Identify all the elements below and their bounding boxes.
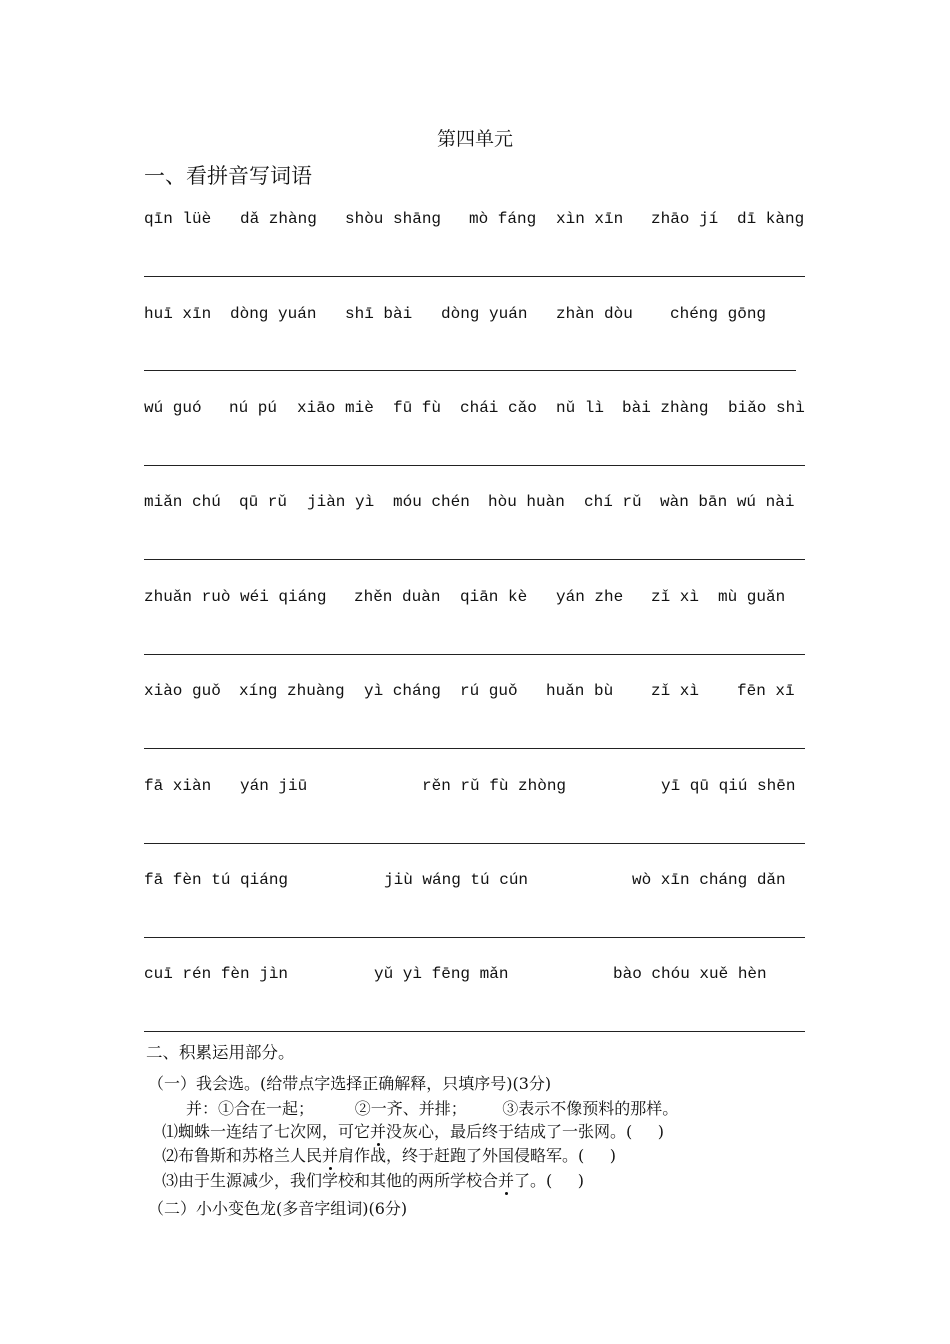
pinyin-word: yī qū qiú shēn — [661, 777, 796, 795]
pinyin-word: huǎn bù — [546, 682, 614, 700]
pinyin-word: xiāo miè — [297, 399, 374, 417]
pinyin-row — [0, 399, 950, 423]
section-2-heading: 二、积累运用部分。 — [146, 1043, 295, 1062]
pinyin-word: fā fèn tú qiáng — [144, 871, 289, 889]
pinyin-word: yán jiū — [240, 777, 308, 795]
pinyin-word: nǔ lì — [556, 399, 605, 417]
pinyin-word: qīn lüè — [144, 210, 212, 228]
pinyin-word: rú guǒ — [460, 682, 518, 700]
pinyin-word: chí rǔ — [584, 493, 642, 511]
pinyin-row — [0, 871, 950, 895]
pinyin-word: chái cǎo — [460, 399, 537, 417]
pinyin-word: biǎo shì — [728, 399, 805, 417]
pinyin-word: dǎ zhàng — [240, 210, 317, 228]
question-item: ⑴蜘蛛一连结了七次网，可它并没灰心，最后终于结成了一张网。( ) — [162, 1122, 664, 1141]
pinyin-word: wàn bān wú nài — [660, 493, 795, 511]
pinyin-word: dī kàng — [737, 210, 805, 228]
pinyin-word: xìn xīn — [556, 210, 624, 228]
dotted-char: 并 — [322, 1146, 339, 1165]
question-item: ⑵布鲁斯和苏格兰人民并肩作战，终于赶跑了外国侵略军。( ) — [162, 1146, 616, 1165]
pinyin-word: cuī rén fèn jìn — [144, 965, 289, 983]
pinyin-word: zhěn duàn — [354, 588, 441, 606]
definitions-line: 并：①合在一起； ②一齐、并排； ③表示不像预料的那样。 — [186, 1099, 679, 1118]
pinyin-word: yǔ yì fēng mǎn — [374, 965, 509, 983]
writing-line[interactable] — [144, 370, 796, 371]
pinyin-row — [0, 493, 950, 517]
writing-line[interactable] — [144, 276, 805, 277]
pinyin-word: zhàn dòu — [556, 305, 633, 323]
pinyin-word: mù guǎn — [718, 588, 786, 606]
pinyin-word: zǐ xì — [651, 682, 700, 700]
pinyin-word: yán zhe — [556, 588, 624, 606]
part-2-title: （二）小小变色龙(多音字组词)(6分) — [148, 1199, 408, 1218]
pinyin-word: miǎn chú — [144, 493, 221, 511]
pinyin-word: shòu shāng — [345, 210, 442, 228]
pinyin-word: móu chén — [393, 493, 470, 511]
pinyin-word: bài zhàng — [622, 399, 709, 417]
pinyin-word: huī xīn — [144, 305, 212, 323]
pinyin-word: yì cháng — [364, 682, 441, 700]
pinyin-word: qiān kè — [460, 588, 528, 606]
pinyin-row — [0, 210, 950, 234]
pinyin-word: mò fáng — [469, 210, 537, 228]
pinyin-row — [0, 305, 950, 329]
pinyin-word: dòng yuán — [230, 305, 317, 323]
question-item: ⑶由于生源减少，我们学校和其他的两所学校合并了。( ) — [162, 1171, 584, 1190]
pinyin-word: zhāo jí — [651, 210, 719, 228]
pinyin-row — [0, 682, 950, 706]
pinyin-word: xiào guǒ — [144, 682, 221, 700]
pinyin-word: jiàn yì — [307, 493, 375, 511]
pinyin-word: wú guó — [144, 399, 202, 417]
pinyin-word: hòu huàn — [488, 493, 565, 511]
pinyin-word: zhuǎn ruò wéi qiáng — [144, 588, 327, 606]
pinyin-word: xíng zhuàng — [239, 682, 345, 700]
section-1-heading: 一、看拼音写词语 — [144, 164, 312, 188]
part-1-title: （一）我会选。(给带点字选择正确解释，只填序号)(3分) — [148, 1074, 552, 1093]
pinyin-row — [0, 588, 950, 612]
pinyin-word: qū rǔ — [239, 493, 288, 511]
writing-line[interactable] — [144, 843, 805, 844]
pinyin-word: fēn xī — [737, 682, 795, 700]
pinyin-word: dòng yuán — [441, 305, 528, 323]
writing-line[interactable] — [144, 748, 805, 749]
pinyin-row — [0, 965, 950, 989]
pinyin-word: nú pú — [229, 399, 278, 417]
pinyin-row — [0, 777, 950, 801]
dotted-char: 并 — [498, 1171, 515, 1190]
pinyin-word: shī bài — [345, 305, 413, 323]
writing-line[interactable] — [144, 654, 805, 655]
writing-line[interactable] — [144, 465, 805, 466]
pinyin-word: zǐ xì — [651, 588, 700, 606]
page-title: 第四单元 — [436, 128, 513, 150]
writing-line[interactable] — [144, 1031, 805, 1032]
pinyin-word: rěn rǔ fù zhòng — [422, 777, 567, 795]
dotted-char: 并 — [370, 1122, 387, 1141]
pinyin-word: jiù wáng tú cún — [384, 871, 529, 889]
pinyin-word: fā xiàn — [144, 777, 212, 795]
pinyin-word: wò xīn cháng dǎn — [632, 871, 786, 889]
pinyin-word: fū fù — [393, 399, 442, 417]
pinyin-word: chéng gōng — [670, 305, 767, 323]
writing-line[interactable] — [144, 937, 805, 938]
pinyin-word: bào chóu xuě hèn — [613, 965, 767, 983]
writing-line[interactable] — [144, 559, 805, 560]
